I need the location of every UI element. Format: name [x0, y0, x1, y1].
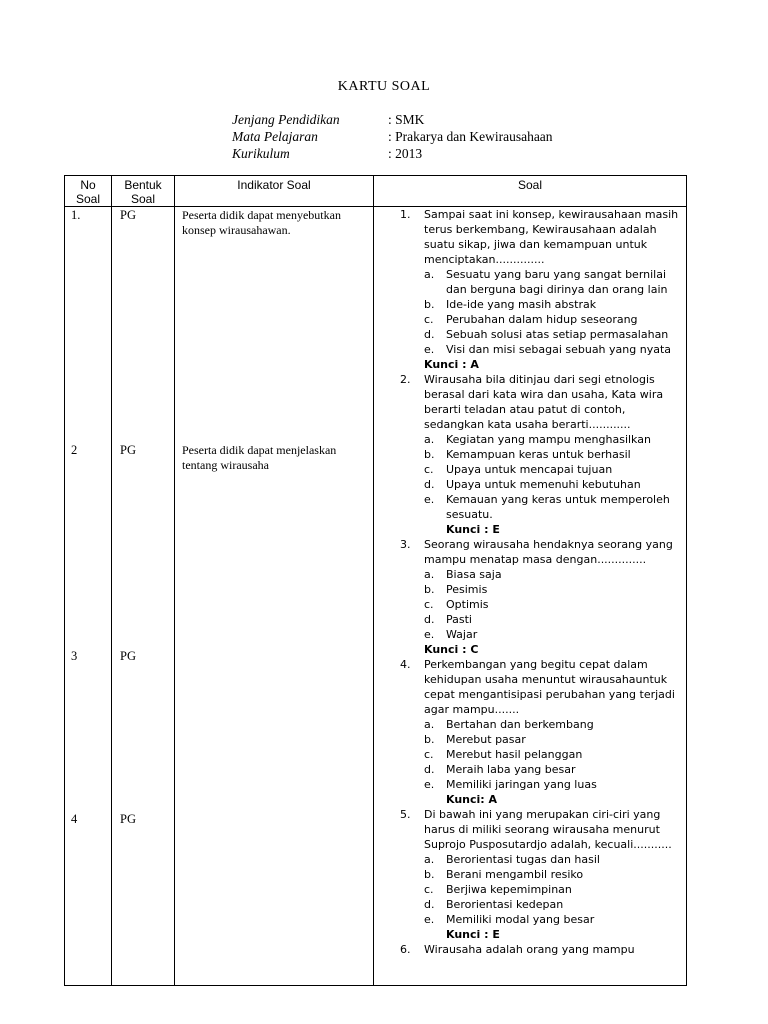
option-letter: d.	[424, 613, 435, 626]
answer-option	[374, 762, 686, 777]
option-text: Optimis	[446, 598, 489, 611]
question-item	[374, 807, 686, 942]
answer-option	[374, 312, 686, 327]
option-letter: e.	[424, 778, 435, 791]
option-letter: e.	[424, 913, 435, 926]
option-text: Berorientasi kedepan	[446, 898, 564, 911]
header-question: Soal	[374, 176, 687, 207]
answer-option	[374, 342, 686, 357]
option-text: Memiliki jaringan yang luas	[446, 778, 597, 791]
option-letter: a.	[424, 268, 435, 281]
answer-option	[374, 912, 686, 927]
answer-option	[374, 612, 686, 627]
answer-option	[374, 447, 686, 462]
option-letter: c.	[424, 748, 434, 761]
header-no	[65, 176, 112, 207]
option-letter: d.	[424, 478, 435, 491]
option-letter: c.	[424, 313, 434, 326]
meta-row-subject	[232, 128, 553, 145]
option-letter: e.	[424, 343, 435, 356]
answer-option	[374, 597, 686, 612]
option-letter: e.	[424, 493, 435, 506]
option-text: Pesimis	[446, 583, 488, 596]
option-letter: a.	[424, 718, 435, 731]
option-text: Bertahan dan berkembang	[446, 718, 594, 731]
answer-option	[374, 777, 686, 792]
question-type: PG	[120, 649, 136, 663]
answer-option	[374, 567, 686, 582]
page-title: KARTU SOAL	[337, 79, 431, 94]
meta-row-level	[232, 111, 553, 128]
question-num: 2.	[400, 373, 411, 386]
question-type: PG	[120, 208, 136, 222]
answer-option	[374, 492, 686, 522]
option-text: Upaya untuk memenuhi kebutuhan	[446, 478, 641, 491]
question-column	[374, 207, 687, 986]
question-text: Sampai saat ini konsep, kewirausahaan masih terus berkembang, Kewirausahaan adalah suatu sikap, jiwa dan kemampuan untuk menciptakan..............	[424, 208, 679, 266]
question-text: Seorang wirausaha hendaknya seorang yang mampu menatap masa dengan..............	[424, 538, 673, 566]
answer-option	[374, 462, 686, 477]
option-text: Pasti	[446, 613, 472, 626]
answer-option	[374, 327, 686, 342]
header-type	[112, 176, 175, 207]
question-text: Wirausaha adalah orang yang mampu	[424, 943, 635, 956]
table-header-row	[65, 176, 687, 207]
option-letter: a.	[424, 568, 435, 581]
option-text: Merebut pasar	[446, 733, 526, 746]
question-item	[374, 942, 686, 957]
option-text: Kemampuan keras untuk berhasil	[446, 448, 631, 461]
option-letter: a.	[424, 853, 435, 866]
option-text: Kegiatan yang mampu menghasilkan	[446, 433, 651, 446]
answer-option	[374, 732, 686, 747]
answer-option	[374, 297, 686, 312]
answer-option	[374, 267, 686, 297]
meta-label: Kurikulum	[232, 146, 290, 161]
option-text: Berjiwa kepemimpinan	[446, 883, 572, 896]
option-text: Berani mengambil resiko	[446, 868, 584, 881]
option-letter: b.	[424, 868, 435, 881]
answer-key: Kunci : E	[446, 523, 500, 536]
meta-value: : Prakarya dan Kewirausahaan	[388, 129, 553, 144]
option-letter: d.	[424, 763, 435, 776]
number-column	[65, 207, 112, 986]
question-stem	[374, 537, 686, 567]
answer-key: Kunci : C	[424, 643, 479, 656]
option-text: Berorientasi tugas dan hasil	[446, 853, 600, 866]
question-stem	[374, 807, 686, 852]
option-text: Upaya untuk mencapai tujuan	[446, 463, 613, 476]
option-text: Perubahan dalam hidup seseorang	[446, 313, 638, 326]
answer-option	[374, 717, 686, 732]
question-num: 1.	[400, 208, 411, 221]
answer-option	[374, 477, 686, 492]
answer-option	[374, 852, 686, 867]
header-no-line1: No	[80, 178, 96, 192]
option-letter: b.	[424, 733, 435, 746]
option-text: Sesuatu yang baru yang sangat bernilai dan berguna bagi dirinya dan orang lain	[446, 268, 668, 296]
question-stem	[374, 657, 686, 717]
question-num: 4.	[400, 658, 411, 671]
answer-option	[374, 882, 686, 897]
answer-option	[374, 582, 686, 597]
option-text: Wajar	[446, 628, 478, 641]
option-letter: a.	[424, 433, 435, 446]
question-num: 3.	[400, 538, 411, 551]
question-item	[374, 537, 686, 657]
answer-option	[374, 747, 686, 762]
question-type: PG	[120, 443, 136, 457]
indicator-text: Peserta didik dapat menjelaskan tentang wirausaha	[182, 443, 337, 472]
question-item	[374, 372, 686, 537]
question-card-table	[64, 175, 687, 986]
meta-row-curriculum	[232, 145, 553, 162]
option-letter: c.	[424, 463, 434, 476]
option-letter: c.	[424, 598, 434, 611]
option-text: Visi dan misi sebagai sebuah yang nyata	[446, 343, 672, 356]
meta-label: Jenjang Pendidikan	[232, 112, 340, 127]
answer-key: Kunci : E	[446, 928, 500, 941]
option-letter: b.	[424, 583, 435, 596]
type-column	[112, 207, 175, 986]
meta-value: : 2013	[388, 146, 423, 161]
option-text: Meraih laba yang besar	[446, 763, 576, 776]
answer-option	[374, 627, 686, 642]
question-item	[374, 207, 686, 372]
answer-key: Kunci: A	[446, 793, 498, 806]
card-meta	[232, 111, 553, 162]
answer-key: Kunci : A	[424, 358, 479, 371]
question-stem	[374, 942, 686, 957]
meta-value: : SMK	[388, 112, 425, 127]
option-text: Ide-ide yang masih abstrak	[446, 298, 597, 311]
option-letter: b.	[424, 448, 435, 461]
meta-label: Mata Pelajaran	[232, 129, 318, 144]
question-item	[374, 657, 686, 807]
question-number: 3	[71, 649, 78, 663]
option-letter: d.	[424, 898, 435, 911]
answer-option	[374, 432, 686, 447]
option-text: Biasa saja	[446, 568, 502, 581]
question-num: 5.	[400, 808, 411, 821]
answer-option	[374, 897, 686, 912]
option-letter: d.	[424, 328, 435, 341]
option-text: Sebuah solusi atas setiap permasalahan	[446, 328, 669, 341]
table-body-row	[65, 207, 687, 986]
question-num: 6.	[400, 943, 411, 956]
question-text: Wirausaha bila ditinjau dari segi etnologis berasal dari kata wira dan usaha, Kata wira berarti teladan atau patut di contoh, sedangkan kata usaha berarti............	[424, 373, 664, 431]
option-letter: c.	[424, 883, 434, 896]
question-number: 2	[71, 443, 78, 457]
question-stem	[374, 207, 686, 267]
option-text: Merebut hasil pelanggan	[446, 748, 583, 761]
option-letter: e.	[424, 628, 435, 641]
question-text: Di bawah ini yang merupakan ciri-ciri yang harus di miliki seorang wirausaha menurut Suprojo Pusposutardjo adalah, kecuali...........	[424, 808, 672, 851]
header-type-line1: Bentuk	[124, 178, 162, 192]
question-number: 4	[71, 812, 78, 826]
option-text: Kemauan yang keras untuk memperoleh sesuatu.	[446, 493, 670, 521]
indicator-text: Peserta didik dapat menyebutkan konsep wirausahawan.	[182, 208, 341, 237]
header-type-line2: Soal	[130, 192, 156, 206]
option-letter: b.	[424, 298, 435, 311]
question-type: PG	[120, 812, 136, 826]
question-stem	[374, 372, 686, 432]
question-text: Perkembangan yang begitu cepat dalam kehidupan usaha menuntut wirausahauntuk cepat mengantisipasi perubahan yang terjadi agar mampu.......	[424, 658, 675, 716]
header-indicator: Indikator Soal	[175, 176, 374, 207]
option-text: Memiliki modal yang besar	[446, 913, 595, 926]
header-no-line2: Soal	[75, 192, 101, 206]
indicator-column	[175, 207, 374, 986]
answer-option	[374, 867, 686, 882]
question-number: 1.	[71, 208, 81, 222]
